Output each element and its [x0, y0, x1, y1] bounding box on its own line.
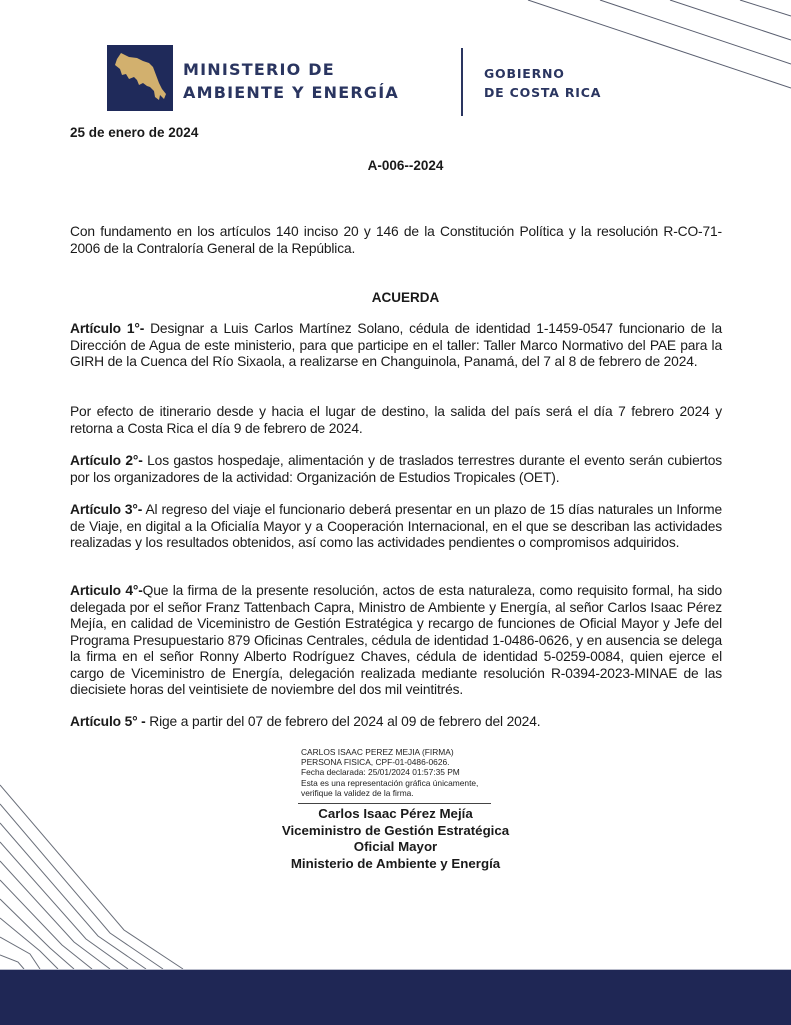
digital-signature-stamp: [301, 747, 491, 798]
footer-band: [0, 969, 791, 1025]
section-heading: ACUERDA: [371, 290, 440, 305]
stamp-line: Fecha declarada: 25/01/2024 01:57:35 PM: [301, 767, 460, 778]
article-text: Al regreso del viaje el funcionario deberá presentar en un plazo de 15 días naturales un Informe de Viaje, en digital a la Oficialía Mayor y a Cooperación Internacional, en el que se describan las actividades realizadas y los resultados obtenidos, así como las actividades pendientes o compromisos adquiridos.: [70, 502, 722, 550]
header-divider: [461, 48, 463, 116]
article-label: Articulo 4°-: [70, 583, 143, 598]
ministry-name-line1: MINISTERIO DE: [183, 60, 335, 79]
signatory-title: Oficial Mayor: [353, 839, 438, 854]
article-1-itinerary: [70, 404, 722, 437]
government-name: [484, 64, 601, 102]
article-5: [70, 714, 722, 731]
letterhead: [107, 45, 627, 115]
stamp-line: Esta es una representación gráfica únicamente,: [301, 777, 479, 788]
ministry-name: [183, 58, 399, 104]
government-name-line2: DE COSTA RICA: [484, 85, 602, 100]
preamble: Con fundamento en los artículos 140 inciso 20 y 146 de la Constitución Política y la resolución R-CO-71-2006 de la Contraloría General de la República.: [70, 224, 722, 256]
article-text: Rige a partir del 07 de febrero del 2024 al 09 de febrero del 2024.: [145, 714, 541, 729]
article-2: [70, 453, 722, 486]
ministry-logo: [107, 45, 173, 111]
signatory-title: Viceministro de Gestión Estratégica: [281, 822, 510, 838]
article-label: Artículo 2°-: [70, 453, 143, 468]
article-text: Que la firma de la presente resolución, actos de esta naturaleza, como requisito formal, ha sido delegada por el señor Franz Tattenbach Capra, Ministro de Ambiente y Energía, al señor Carlos Isaac Pérez Mejía, en calidad de Viceministro de Gestión Estratégica y recargo de funciones de Oficial Mayor y Jefe del Programa Presupuestario 879 Oficinas Centrales, cédula de identidad 1-0486-0626, y en ausencia se delega la firma en el señor Ronny Alberto Rodríguez Chaves, cédula de identidad 5-0259-0084, quien ejerce el cargo de Viceministro de Energía, delegación realizada mediante resolución R-0394-2023-MINAE de las diecisiete horas del veintisiete de noviembre del dos mil veintitrés.: [70, 583, 722, 697]
signatory-block: [0, 806, 791, 872]
document-date: 25 de enero de 2024: [70, 125, 199, 140]
article-text: Designar a Luis Carlos Martínez Solano, cédula de identidad 1-1459-0547 funcionario de la Dirección de Agua de este ministerio, para que participe en el taller: Taller Marco Normativo del PAE para la GIRH de la Cuenca del Río Sixaola, a realizarse en Changuinola, Panamá, del 7 al 8 de febrero de 2024.: [70, 321, 722, 369]
costa-rica-map-icon: [107, 45, 173, 111]
article-3: [70, 502, 722, 552]
stamp-line: verifique la validez de la firma.: [301, 787, 414, 798]
article-text: Los gastos hospedaje, alimentación y de traslados terrestres durante el evento serán cubiertos por los organizadores de la actividad: Organización de Estudios Tropicales (OET).: [70, 453, 722, 485]
stamp-line: PERSONA FISICA, CPF-01-0486-0626.: [301, 757, 450, 768]
stamp-line: CARLOS ISAAC PEREZ MEJIA (FIRMA): [301, 747, 454, 757]
article-text: Por efecto de itinerario desde y hacia el lugar de destino, la salida del país será el día 7 febrero 2024 y retorna a Costa Rica el día 9 de febrero de 2024.: [70, 404, 722, 436]
article-label: Artículo 1°-: [70, 321, 145, 336]
ministry-name-line2: AMBIENTE Y ENERGÍA: [183, 83, 399, 102]
document-number: A-006--2024: [367, 158, 444, 173]
signatory-institution: Ministerio de Ambiente y Energía: [290, 855, 501, 871]
signature-line: [298, 803, 491, 804]
article-label: Artículo 5° -: [70, 714, 146, 729]
article-4: [70, 583, 722, 699]
article-1: [70, 321, 722, 371]
government-name-line1: GOBIERNO: [484, 66, 565, 81]
signatory-name: Carlos Isaac Pérez Mejía: [318, 806, 473, 821]
article-label: Artículo 3°-: [70, 502, 143, 517]
